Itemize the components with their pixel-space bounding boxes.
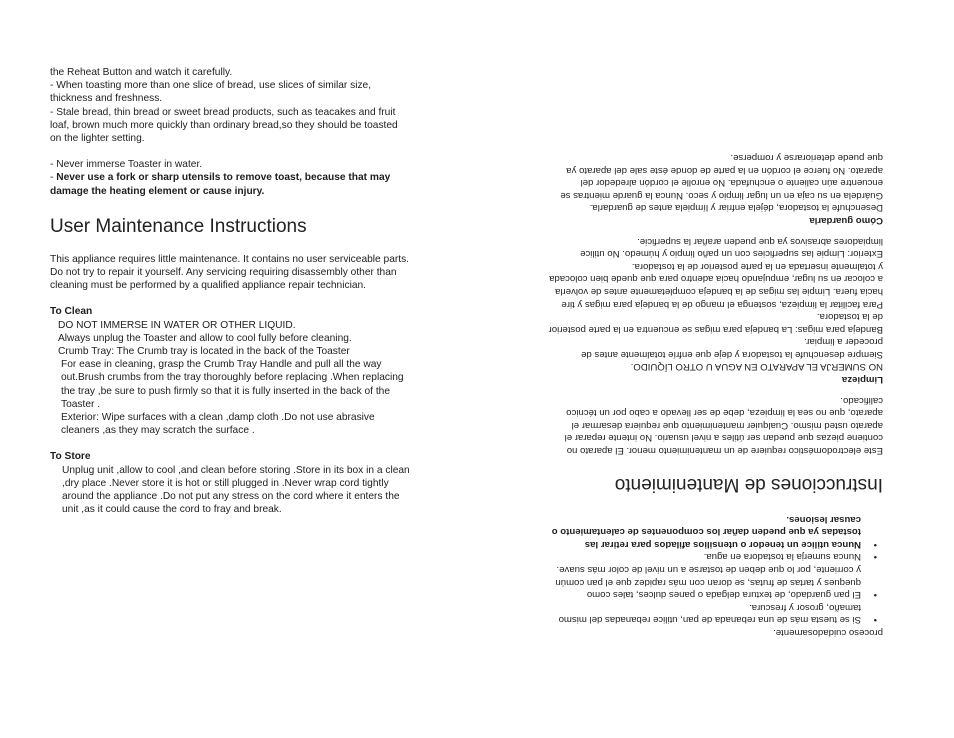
bullet-dot: • [873, 551, 877, 563]
es-bullet-stale-bread [548, 562, 883, 600]
maintenance-paragraph: This appliance requires little maintenance. It contains no user serviceable parts. Do not try to repair it yourself. Any servicing requiring disassembly other than cleaning must be performed by a qualified appliance repair technician. [50, 253, 410, 292]
es-clean-crumb-tray: Bandeja para migas: La bandeja para migas se encuentra en la parte posterior de la tostadora. [548, 311, 883, 335]
clean-line-no-immerse: DO NOT IMMERSE IN WATER OR OTHER LIQUID. [58, 319, 296, 331]
es-intro-paragraph: Este electrodoméstico requiere de un mantenimiento menor. El aparato no contiene piezas que puedan ser útiles a nivel usuario. No intente reparar el aparato usted mismo. Cualquier mantenimiento que requiera desarmar el aparato, que no sea la limpieza, debe de ser llevado a cabo por un técnico calificado. [564, 394, 883, 457]
right-page-rotated [477, 0, 954, 738]
to-store-heading: To Store [50, 451, 91, 463]
clean-line-unplug: Always unplug the Toaster and allow to cool fully before cleaning. [58, 332, 352, 344]
right-page [477, 0, 954, 738]
es-bullet-immerse [548, 550, 883, 563]
to-clean-heading: To Clean [50, 306, 93, 318]
intro-line-stale-bread: - Stale bread, thin bread or sweet bread products, such as teacakes and fruit loaf, brown much more quickly than ordinary bread,so they should be toasted on the lighter setting. [50, 106, 398, 145]
warning-fork [50, 171, 410, 197]
page-title-es: Instrucciones de Mantenimiento [614, 474, 883, 496]
bullet-dot: • [873, 589, 877, 601]
es-bullet-fork [548, 512, 883, 550]
es-clean-tray-handle: Para facilitar la limpieza, sostenga el mango de la bandeja para migas y tire hacia fuera. Limpie las migas de la bandeja completamente antes de volverla a colocar en su lugar, empujando hacia adentro para que quede bien colocada y totalmente insertada en la parte posterior de la tostadora. [549, 260, 883, 310]
es-bullet-immerse-text: Nunca sumerja la tostadora en agua. [703, 551, 861, 563]
right-column [548, 150, 883, 638]
clean-line-crumb-tray: Crumb Tray: The Crumb tray is located in the back of the Toaster [58, 346, 350, 358]
es-bullet-fork-text: Nunca utilice un tenedor o utensilios afilados para retirar las tostadas ya que pueden dañar los componentes de calentamiento o causar lesiones. [551, 513, 861, 550]
es-clean-exterior: Exterior: Limpie las superficies con un paño limpio y húmedo. No utilice limpiadores abrasivos ya que pueden arañar la superficie. [580, 235, 883, 260]
es-continued-line: proceso cuidadosamente. [773, 627, 883, 638]
es-clean-no-immerse: NO SUMERJA EL APARATO EN AGUA U OTRO LÍQUIDO. [630, 361, 883, 373]
es-store-heading: Cómo guardarla [809, 214, 883, 226]
bullet-dot: • [873, 614, 877, 626]
store-paragraph: Unplug unit ,allow to cool ,and clean before storing .Store in its box in a clean ,dry place .Never store it is hot or still plugged in .Never wrap cord tightly around the appliance .Do not put any stress on the cord where it enters the unit ,as it could cause the cord to fray and break. [62, 464, 410, 516]
left-column [50, 66, 410, 516]
es-clean-unplug: Siempre desenchufe la tostadora y deje que enfríe totalmente antes de proceder a limpiar. [581, 336, 883, 360]
intro-line-similar-slices: - When toasting more than one slice of bread, use slices of similar size, thickness and freshness. [50, 80, 372, 105]
es-bullet-stale-bread-text: El pan guardado, de textura delgada o panes dulces, tales como queques y tartas de frutas, se doran con más rapidez que el pan común y corriente, por lo que deben de tostarse a un nivel de color más suave. [555, 564, 861, 601]
es-store-paragraph: Desenchufe la tostadora, déjela enfriar y límpiela antes de guardarla. Guárdela en su caja en un lugar limpio y seco. Nunca la guarde mientras se encuentre aún caliente o enchufada. No enrolle el cordón alrededor del aparato. No fuerce el cordón en la parte de donde éste sale del aparato ya que puede deteriorarse y romperse. [560, 152, 883, 214]
bullet-dot: • [873, 538, 877, 550]
es-bullet-slices [548, 600, 883, 625]
warning-fork-prefix: - [50, 172, 57, 184]
warning-immerse: - Never immerse Toaster in water. [50, 159, 203, 171]
es-clean-heading: Limpieza [841, 374, 883, 386]
page-title-en: User Maintenance Instructions [50, 215, 307, 237]
clean-sub-tray-handle: For ease in cleaning, grasp the Crumb Tray Handle and pull all the way out.Brush crumbs from the tray thoroughly before replacing .When replacing the tray ,be sure to push firmly so that it is fully inserted in the back of the Toaster . [61, 359, 404, 410]
intro-line-reheat: the Reheat Button and watch it carefully. [50, 67, 233, 78]
es-bullet-slices-text: Si se tuesta más de una rebanada de pan, utilice rebanadas del mismo tamaño, grosor y frescura. [558, 601, 861, 626]
clean-sub-exterior: Exterior: Wipe surfaces with a clean ,damp cloth .Do not use abrasive cleaners ,as they may scratch the surface . [61, 412, 375, 437]
warning-fork-bold: Never use a fork or sharp utensils to remove toast, because that may damage the heating element or cause injury. [50, 172, 391, 197]
